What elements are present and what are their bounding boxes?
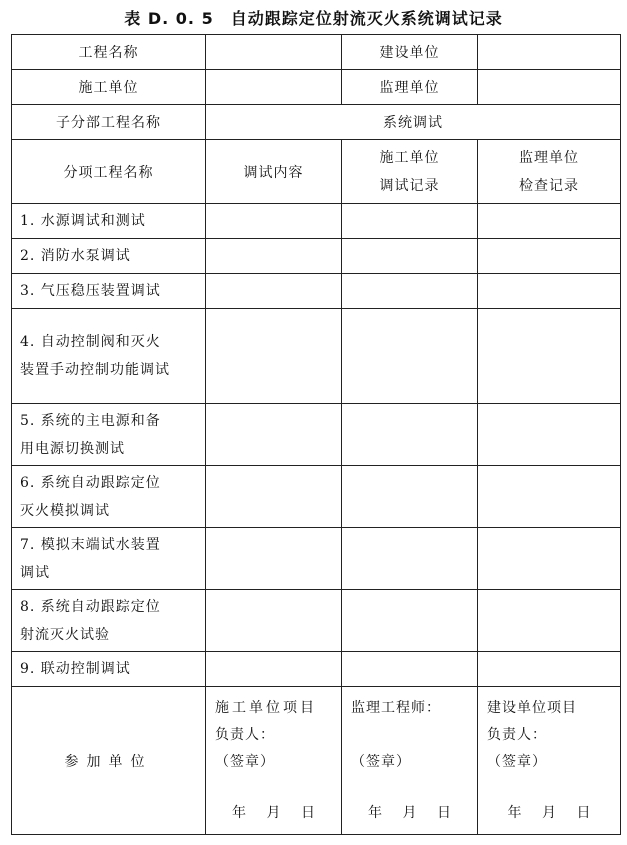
table-row bbox=[12, 274, 621, 309]
spacer bbox=[351, 722, 477, 749]
item-2-supervisor-check[interactable] bbox=[478, 239, 621, 274]
owner-signature-line1: 建设单位项目 bbox=[487, 700, 577, 716]
table-row bbox=[12, 70, 621, 105]
item-5-label-line1: 5. 系统的主电源和备 bbox=[20, 412, 161, 429]
supervisor-check-header-line1: 监理单位 bbox=[519, 149, 579, 166]
item-4-contractor-record[interactable] bbox=[342, 309, 478, 404]
table-row bbox=[12, 466, 621, 528]
contractor-signature-line1: 施工单位项目 bbox=[215, 700, 317, 716]
item-7-supervisor-check[interactable] bbox=[478, 528, 621, 590]
item-1-contractor-record[interactable] bbox=[342, 204, 478, 239]
supervisor-check-header bbox=[478, 140, 621, 204]
supervisor-signature-line1: 监理工程师： bbox=[351, 700, 441, 716]
item-9-content[interactable] bbox=[206, 652, 342, 687]
table-row bbox=[12, 528, 621, 590]
item-8-label bbox=[12, 590, 206, 652]
sub-project-label: 子分部工程名称 bbox=[12, 105, 206, 140]
item-5-label-line2: 用电源切换测试 bbox=[20, 440, 125, 457]
item-8-contractor-record[interactable] bbox=[342, 590, 478, 652]
supervisor-label: 监理单位 bbox=[342, 70, 478, 105]
item-9-label: 9. 联动控制调试 bbox=[12, 652, 206, 687]
table-row bbox=[12, 35, 621, 70]
participants-label: 参加单位 bbox=[12, 687, 206, 835]
item-4-content[interactable] bbox=[206, 309, 342, 404]
test-content-header: 调试内容 bbox=[206, 140, 342, 204]
item-8-supervisor-check[interactable] bbox=[478, 590, 621, 652]
table-row bbox=[12, 590, 621, 652]
table-title: 表 D. 0. 5 自动跟踪定位射流灭火系统调试记录 bbox=[124, 9, 503, 28]
item-6-contractor-record[interactable] bbox=[342, 466, 478, 528]
item-7-label-line1: 7. 模拟末端试水装置 bbox=[20, 536, 161, 553]
sub-project-value: 系统调试 bbox=[206, 105, 621, 140]
table-row bbox=[12, 204, 621, 239]
item-2-label: 2. 消防水泵调试 bbox=[12, 239, 206, 274]
table-row bbox=[12, 105, 621, 140]
supervisor-field[interactable] bbox=[478, 70, 621, 105]
contractor-signature-line2: 负责人： bbox=[215, 727, 275, 743]
table-row bbox=[12, 404, 621, 466]
contractor-seal: （签章） bbox=[215, 754, 275, 770]
supervisor-seal: （签章） bbox=[351, 754, 411, 770]
item-7-content[interactable] bbox=[206, 528, 342, 590]
commissioning-record-table bbox=[11, 34, 621, 835]
item-1-content[interactable] bbox=[206, 204, 342, 239]
item-3-contractor-record[interactable] bbox=[342, 274, 478, 309]
item-9-supervisor-check[interactable] bbox=[478, 652, 621, 687]
supervisor-check-header-line2: 检查记录 bbox=[519, 177, 579, 194]
supervisor-date: 年 月 日 bbox=[368, 805, 452, 821]
contractor-label: 施工单位 bbox=[12, 70, 206, 105]
item-7-label-line2: 调试 bbox=[20, 564, 50, 581]
supervisor-signature-cell[interactable] bbox=[342, 687, 478, 835]
item-7-contractor-record[interactable] bbox=[342, 528, 478, 590]
item-5-supervisor-check[interactable] bbox=[478, 404, 621, 466]
item-4-label bbox=[12, 309, 206, 404]
contractor-record-header-line1: 施工单位 bbox=[379, 149, 440, 166]
item-5-contractor-record[interactable] bbox=[342, 404, 478, 466]
item-1-label: 1. 水源调试和测试 bbox=[12, 204, 206, 239]
item-6-label-line2: 灭火模拟调试 bbox=[20, 502, 110, 519]
construction-owner-label: 建设单位 bbox=[342, 35, 478, 70]
contractor-record-header bbox=[342, 140, 478, 204]
item-3-supervisor-check[interactable] bbox=[478, 274, 621, 309]
contractor-date: 年 月 日 bbox=[232, 805, 316, 821]
item-9-contractor-record[interactable] bbox=[342, 652, 478, 687]
owner-seal: （签章） bbox=[487, 754, 547, 770]
contractor-record-header-line2: 调试记录 bbox=[379, 177, 440, 194]
item-2-contractor-record[interactable] bbox=[342, 239, 478, 274]
contractor-signature-cell[interactable] bbox=[206, 687, 342, 835]
contractor-field[interactable] bbox=[206, 70, 342, 105]
item-8-label-line1: 8. 系统自动跟踪定位 bbox=[20, 598, 161, 615]
owner-date: 年 月 日 bbox=[507, 805, 592, 821]
item-name-header: 分项工程名称 bbox=[12, 140, 206, 204]
item-6-label bbox=[12, 466, 206, 528]
item-8-label-line2: 射流灭火试验 bbox=[20, 626, 110, 643]
item-1-supervisor-check[interactable] bbox=[478, 204, 621, 239]
table-row bbox=[12, 652, 621, 687]
project-name-label: 工程名称 bbox=[12, 35, 206, 70]
owner-signature-cell[interactable] bbox=[478, 687, 621, 835]
item-3-label: 3. 气压稳压装置调试 bbox=[12, 274, 206, 309]
owner-signature-line2: 负责人： bbox=[487, 727, 547, 743]
item-4-label-line2: 装置手动控制功能调试 bbox=[20, 362, 170, 378]
item-8-content[interactable] bbox=[206, 590, 342, 652]
signature-row bbox=[12, 687, 621, 835]
item-5-label bbox=[12, 404, 206, 466]
table-row bbox=[12, 239, 621, 274]
item-6-supervisor-check[interactable] bbox=[478, 466, 621, 528]
table-header-row bbox=[12, 140, 621, 204]
item-6-label-line1: 6. 系统自动跟踪定位 bbox=[20, 474, 161, 491]
item-4-supervisor-check[interactable] bbox=[478, 309, 621, 404]
item-6-content[interactable] bbox=[206, 466, 342, 528]
construction-owner-field[interactable] bbox=[478, 35, 621, 70]
project-name-field[interactable] bbox=[206, 35, 342, 70]
item-2-content[interactable] bbox=[206, 239, 342, 274]
table-row bbox=[12, 309, 621, 404]
item-7-label bbox=[12, 528, 206, 590]
item-4-label-line1: 4. 自动控制阀和灭火 bbox=[20, 334, 161, 350]
item-3-content[interactable] bbox=[206, 274, 342, 309]
item-5-content[interactable] bbox=[206, 404, 342, 466]
